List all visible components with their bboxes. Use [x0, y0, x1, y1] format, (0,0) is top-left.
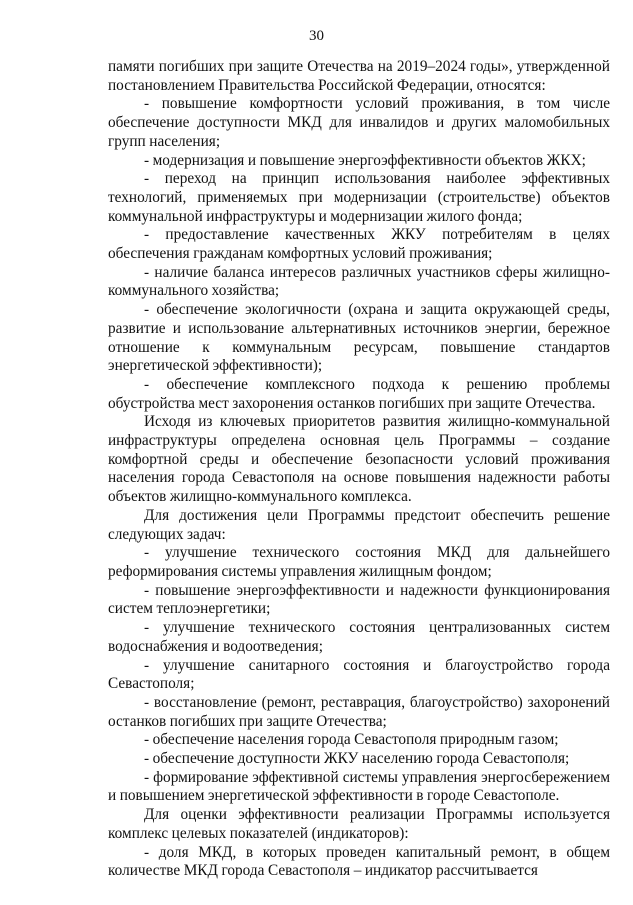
paragraph: Исходя из ключевых приоритетов развития жилищно-коммунальной инфраструктуры определена основная цель Программы – создание комфортной среды и обеспечение безопасности условий проживания населения города Севастополя на основе повышения надежности работы объектов жилищно-коммунального комплекса. [108, 413, 610, 506]
list-item: - повышение энергоэффективности и надежности функционирования систем теплоэнергетики; [108, 581, 610, 618]
list-item: - наличие баланса интересов различных участников сферы жилищно-коммунального хозяйства; [108, 263, 610, 300]
paragraph: Для оценки эффективности реализации Программы используется комплекс целевых показателей (индикаторов): [108, 806, 610, 842]
list-item: - модернизация и повышение энергоэффективности объектов ЖКХ; [144, 151, 586, 169]
list-item: - формирование эффективной системы управления энергосбережением и повышением энергетической эффективности в городе Севастополе. [108, 768, 610, 805]
list-item: - восстановление (ремонт, реставрация, благоустройство) захоронений останков погибших при защите Отечества; [108, 693, 610, 730]
paragraph: Для достижения цели Программы предстоит обеспечить решение следующих задач: [108, 506, 610, 543]
list-item: - обеспечение населения города Севастополя природным газом; [144, 731, 559, 749]
list-item: - обеспечение экологичности (охрана и защита окружающей среды, развитие и использование альтернативных источников энергии, бережное отношение к коммунальным ресурсам, повышение стандартов энергетической эффективности); [108, 301, 610, 375]
list-item: - предоставление качественных ЖКУ потребителям в целях обеспечения гражданам комфортных условий проживания; [108, 226, 610, 263]
list-item: - повышение комфортности условий проживания, в том числе обеспечение доступности МКД для инвалидов и других маломобильных групп населения; [108, 95, 610, 150]
list-item: - обеспечение доступности ЖКУ населению города Севастополя; [144, 750, 570, 768]
list-item: - переход на принцип использования наиболее эффективных технологий, применяемых при модернизации (строительстве) объектов коммунальной инфраструктуры и модернизации жилого фонда; [108, 170, 610, 225]
list-item: - доля МКД, в которых проведен капитальный ремонт, в общем количестве МКД города Севастополя – индикатор рассчитывается [108, 843, 610, 880]
body-text [108, 58, 610, 881]
list-item: - улучшение санитарного состояния и благоустройство города Севастополя; [108, 656, 610, 693]
list-item: - обеспечение комплексного подхода к решению проблемы обустройства мест захоронения останков погибших при защите Отечества. [108, 375, 610, 412]
paragraph-continuation: памяти погибших при защите Отечества на 2019–2024 годы», утвержденной постановлением Правительства Российской Федерации, относятся: [108, 58, 610, 94]
list-item: - улучшение технического состояния централизованных систем водоснабжения и водоотведения; [108, 619, 610, 655]
page-number: 30 [309, 28, 324, 44]
list-item: - улучшение технического состояния МКД для дальнейшего реформирования системы управления жилищным фондом; [108, 544, 610, 580]
